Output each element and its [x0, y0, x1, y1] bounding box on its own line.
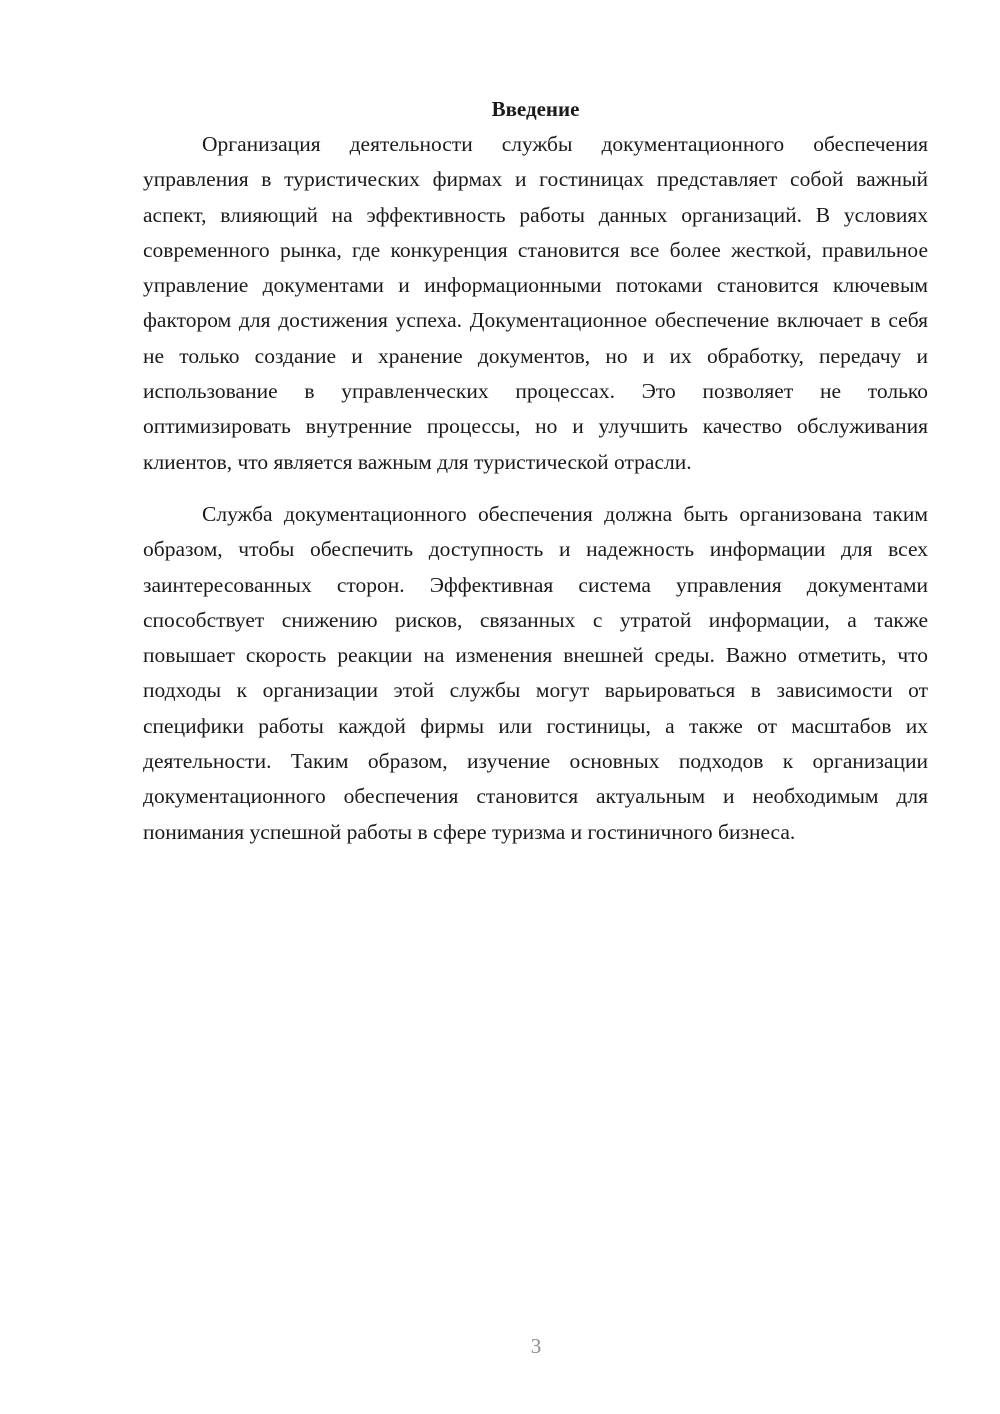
page-content [143, 92, 928, 850]
section-heading: Введение [491, 97, 580, 121]
paragraph-2: Служба документационного обеспечения должна быть организована таким образом, чтобы обеспечить доступность и надежность информации для всех заинтересованных сторон. Эффективная система управления документами способствует снижению рисков, связанных с утратой информации, а также повышает скорость реакции на изменения внешней среды. Важно отметить, что подходы к организации этой службы могут варьироваться в зависимости от специфики работы каждой фирмы или гостиницы, а также от масштабов их деятельности. Таким образом, изучение основных подходов к организации документационного обеспечения становится актуальным и необходимым для понимания успешной работы в сфере туризма и гостиничного бизнеса. [143, 501, 928, 844]
paragraph-1: Организация деятельности службы документационного обеспечения управления в туристических фирмах и гостиницах представляет собой важный аспект, влияющий на эффективность работы данных организаций. В условиях современного рынка, где конкуренция становится все более жесткой, правильное управление документами и информационными потоками становится ключевым фактором для достижения успеха. Документационное обеспечение включает в себя не только создание и хранение документов, но и их обработку, передачу и использование в управленческих процессах. Это позволяет не только оптимизировать внутренние процессы, но и улучшить качество обслуживания клиентов, что является важным для туристической отрасли. [143, 132, 928, 474]
page-number: 3 [530, 1334, 542, 1358]
